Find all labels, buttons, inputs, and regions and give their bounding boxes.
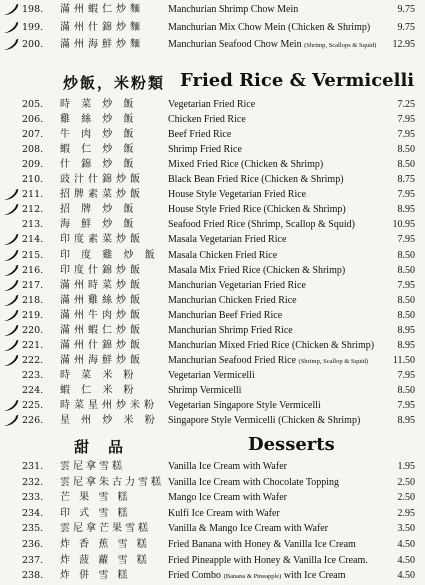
menu-item-row (0, 97, 425, 113)
item-name-zh: 滿州蝦仁炒麵 (60, 4, 144, 15)
chili-pepper-icon (3, 400, 19, 412)
item-name-zh: 滿州什錦炒飯 (60, 339, 144, 351)
item-price: 2.50 (397, 476, 415, 488)
menu-item-row (0, 475, 425, 491)
menu-item-row (0, 506, 425, 522)
item-number: 235. (22, 523, 44, 535)
chili-pepper-icon (3, 250, 19, 262)
item-name-en: Shrimp Fried Rice (168, 144, 242, 156)
item-note: (Banana & Pineapple) (223, 573, 282, 581)
chili-pepper-icon (3, 204, 19, 216)
item-name-en: Mixed Fried Rice (Chicken & Shrimp) (168, 159, 324, 171)
menu-item-row (0, 127, 425, 143)
item-number: 223. (22, 369, 44, 381)
item-name-en: Singapore Style Vermicelli (Chicken & Shrimp) (168, 415, 361, 427)
menu-item-row (0, 353, 425, 369)
item-name-zh: 炸 併 雪 糕 (60, 570, 131, 582)
chili-pepper-icon (3, 295, 19, 307)
chili-pepper-icon (3, 280, 19, 292)
menu-item-row (0, 338, 425, 354)
item-price: 12.95 (392, 39, 415, 50)
item-number: 238. (22, 570, 44, 582)
item-price: 1.95 (397, 461, 415, 472)
chili-pepper-icon (3, 355, 19, 367)
menu-item-row (0, 142, 425, 158)
item-note: (Shrimp, Scallops & Squid) (304, 42, 377, 49)
item-price: 11.50 (392, 354, 415, 366)
item-number: 200. (22, 39, 44, 50)
menu-item-row (0, 398, 425, 414)
item-number: 222. (22, 354, 44, 366)
item-name-zh: 滿州雞絲炒飯 (60, 294, 144, 306)
item-number: 217. (22, 279, 44, 291)
item-name-zh: 招牌素菜炒飯 (60, 189, 144, 201)
item-price: 2.50 (397, 492, 415, 504)
item-price: 8.50 (397, 309, 415, 321)
item-name-en: Manchurian Vegetarian Fried Rice (168, 279, 306, 291)
menu-item-row (0, 112, 425, 128)
item-name-en: Kulfi Ice Cream with Wafer (168, 507, 280, 519)
item-number: 209. (22, 159, 44, 171)
item-note: (Shrimp, Scallop & Squid) (298, 357, 369, 365)
item-name-zh: 滿州蝦仁炒飯 (60, 324, 144, 336)
item-name-en: Fried Combo (Banana & Pineapple) with Ice Cream (168, 570, 346, 582)
item-price: 10.95 (392, 219, 415, 231)
chili-pepper-icon (3, 340, 19, 352)
chili-pepper-icon (3, 39, 19, 51)
item-price: 7.95 (397, 279, 415, 291)
item-number: 226. (22, 415, 44, 427)
item-number: 210. (22, 174, 44, 186)
item-price: 3.50 (397, 523, 415, 535)
item-name-en: Manchurian Chicken Fried Rice (168, 294, 297, 306)
item-name-zh: 招 牌 炒 飯 (60, 204, 138, 216)
menu-item-row (0, 553, 425, 569)
menu-item-row (0, 459, 425, 475)
item-price: 9.75 (397, 4, 415, 15)
item-price: 8.95 (397, 324, 415, 336)
item-number: 205. (22, 99, 44, 110)
item-name-en: Shrimp Vermicelli (168, 384, 242, 396)
item-price: 7.95 (397, 189, 415, 201)
item-price: 8.95 (397, 339, 415, 351)
item-number: 207. (22, 129, 44, 141)
item-name-en-tail: with Ice Cream (283, 570, 346, 582)
item-name-zh: 印度什錦炒飯 (60, 264, 144, 276)
menu-item-row (0, 172, 425, 188)
item-price: 8.50 (397, 159, 415, 171)
item-name-zh: 豉汁什錦炒飯 (60, 174, 144, 186)
item-name-en: Fried Pineapple with Honey & Vanilla Ice Cream. (168, 554, 368, 566)
menu-item-row (0, 323, 425, 339)
item-price: 8.95 (397, 415, 415, 427)
item-name-en: Vegetarian Vermicelli (168, 369, 255, 381)
menu-item-row (0, 383, 425, 399)
item-price: 4.50 (397, 554, 415, 566)
chili-pepper-icon (3, 310, 19, 322)
menu-item-row (0, 157, 425, 173)
item-number: 214. (22, 234, 44, 246)
item-name-zh: 滿州牛肉炒飯 (60, 309, 144, 321)
chili-pepper-icon (3, 265, 19, 277)
chili-pepper-icon (3, 325, 19, 337)
item-number: 199. (22, 21, 44, 33)
item-number: 216. (22, 264, 44, 276)
chili-pepper-icon (3, 22, 19, 34)
fried-rice-title-en: Fried Rice & Vermicelli (180, 70, 415, 91)
item-price: 8.50 (397, 144, 415, 156)
item-number: 221. (22, 339, 44, 351)
item-number: 236. (22, 539, 44, 550)
item-name-zh: 雲尼拿朱古力雪糕 (60, 476, 164, 488)
item-price: 8.95 (397, 204, 415, 216)
item-name-zh: 印度素菜炒飯 (60, 234, 144, 246)
item-name-en: Mango Ice Cream with Wafer (168, 492, 287, 504)
item-name-zh: 雲尼拿雪糕 (60, 461, 125, 472)
menu-item-row (0, 368, 425, 384)
item-name-zh: 滿州海鮮炒麵 (60, 39, 144, 50)
item-price: 8.50 (397, 249, 415, 261)
item-name-zh: 印 式 雪 糕 (60, 507, 131, 519)
item-name-zh: 時 菜 米 粉 (60, 369, 138, 381)
item-name-zh: 雞 絲 炒 飯 (60, 114, 138, 126)
menu-item-row (0, 263, 425, 279)
menu-item-row (0, 278, 425, 294)
item-name-en: Manchurian Shrimp Fried Rice (168, 324, 293, 336)
item-price: 2.95 (397, 507, 415, 519)
item-name-en: Vanilla Ice Cream with Chocolate Topping (168, 476, 340, 488)
item-price: 4.50 (397, 570, 415, 582)
item-name-en: Chicken Fried Rice (168, 114, 246, 126)
item-number: 234. (22, 507, 44, 519)
item-name-en: Manchurian Seafood Fried Rice (Shrimp, Scallop & Squid) (168, 354, 369, 366)
item-name-en: Manchurian Beef Fried Rice (168, 309, 283, 321)
item-number: 233. (22, 492, 44, 504)
item-name-zh: 牛 肉 炒 飯 (60, 129, 138, 141)
item-number: 225. (22, 400, 44, 411)
item-name-zh: 印 度 雞 炒 飯 (60, 249, 159, 261)
item-name-en: Manchurian Mix Chow Mein (Chicken & Shrimp) (168, 21, 371, 33)
item-price: 7.95 (397, 114, 415, 126)
menu-item-row (0, 37, 425, 53)
item-name-en: Beef Fried Rice (168, 129, 232, 141)
item-number: 213. (22, 219, 44, 231)
fried-rice-title-zh: 炒飯，米粉類 (63, 74, 166, 92)
item-number: 211. (22, 189, 44, 201)
item-name-en: House Style Vegetarian Fried Rice (168, 189, 307, 201)
item-name-en: Masala Mix Fried Rice (Chicken & Shrimp) (168, 264, 346, 276)
item-name-zh: 星 州 炒 米 粉 (60, 415, 159, 427)
chili-pepper-icon (3, 234, 19, 246)
desserts-title-zh: 甜 品 (74, 438, 126, 456)
item-name-zh: 雲尼拿芒果雪糕 (60, 523, 151, 535)
item-price: 7.95 (397, 234, 415, 246)
desserts-title-en: Desserts (248, 434, 335, 455)
item-number: 208. (22, 144, 44, 156)
item-name-zh: 蝦 仁 米 粉 (60, 384, 138, 396)
menu-item-row (0, 20, 425, 36)
chili-pepper-icon (3, 189, 19, 201)
item-price: 7.95 (397, 369, 415, 381)
item-price: 8.50 (397, 294, 415, 306)
item-name-en: Masala Vegetarian Fried Rice (168, 234, 287, 246)
item-name-zh: 時菜星州炒米粉 (60, 400, 158, 411)
item-price: 4.50 (397, 539, 415, 550)
menu-item-row (0, 521, 425, 537)
item-name-en: Seafood Fried Rice (Shrimp, Scallop & Squid) (168, 219, 355, 231)
item-number: 206. (22, 114, 44, 126)
item-number: 232. (22, 476, 44, 488)
item-number: 219. (22, 309, 44, 321)
item-number: 198. (22, 4, 44, 15)
item-name-en: Vanilla Ice Cream with Wafer (168, 461, 287, 472)
item-price: 9.75 (397, 21, 415, 33)
menu-item-row (0, 308, 425, 324)
item-number: 231. (22, 461, 44, 472)
item-name-zh: 滿州時菜炒飯 (60, 279, 144, 291)
item-name-zh: 芒 果 雪 糕 (60, 492, 131, 504)
item-name-en: Masala Chicken Fried Rice (168, 249, 278, 261)
item-price: 7.25 (397, 99, 415, 110)
menu-item-row (0, 248, 425, 264)
menu-item-row (0, 568, 425, 584)
item-name-en: Manchurian Mixed Fried Rice (Chicken & Shrimp) (168, 339, 375, 351)
desserts-header (0, 434, 425, 458)
item-name-en: Vegetarian Singapore Style Vermicelli (168, 400, 321, 411)
item-name-en: Vegetarian Fried Rice (168, 99, 256, 110)
item-name-en: Manchurian Seafood Chow Mein (Shrimp, Scallops & Squid) (168, 39, 377, 50)
menu-item-row (0, 2, 425, 18)
menu-item-row (0, 217, 425, 233)
menu-item-row (0, 490, 425, 506)
chili-pepper-icon (3, 4, 19, 16)
item-name-zh: 什 錦 炒 飯 (60, 159, 138, 171)
item-name-en: Fried Banana with Honey & Vanilla Ice Cream (168, 539, 356, 550)
item-price: 8.75 (397, 174, 415, 186)
item-number: 220. (22, 324, 44, 336)
menu-item-row (0, 202, 425, 218)
item-name-en: Manchurian Shrimp Chow Mein (168, 4, 299, 15)
item-number: 237. (22, 554, 44, 566)
fried-rice-header (0, 70, 425, 94)
item-price: 7.95 (397, 129, 415, 141)
item-name-zh: 滿州什錦炒麵 (60, 21, 144, 33)
item-name-zh: 蝦 仁 炒 飯 (60, 144, 138, 156)
menu-item-row (0, 413, 425, 429)
item-name-zh: 時 菜 炒 飯 (60, 99, 138, 110)
item-name-en: Vanilla & Mango Ice Cream with Wafer (168, 523, 329, 535)
item-number: 215. (22, 249, 44, 261)
item-name-en: House Style Fried Rice (Chicken & Shrimp) (168, 204, 346, 216)
menu-item-row (0, 537, 425, 553)
menu-item-row (0, 187, 425, 203)
item-price: 8.50 (397, 384, 415, 396)
item-name-zh: 炸 菠 蘿 雪 糕 (60, 554, 150, 566)
item-price: 7.95 (397, 400, 415, 411)
item-name-zh: 炸 香 蕉 雪 糕 (60, 539, 150, 550)
item-number: 218. (22, 294, 44, 306)
item-name-zh: 海 鮮 炒 飯 (60, 219, 138, 231)
item-name-en: Black Bean Fried Rice (Chicken & Shrimp) (168, 174, 344, 186)
item-number: 212. (22, 204, 44, 216)
chili-pepper-icon (3, 415, 19, 427)
item-name-zh: 滿州海鮮炒飯 (60, 354, 144, 366)
item-price: 8.50 (397, 264, 415, 276)
menu-item-row (0, 293, 425, 309)
menu-item-row (0, 232, 425, 248)
item-number: 224. (22, 384, 44, 396)
